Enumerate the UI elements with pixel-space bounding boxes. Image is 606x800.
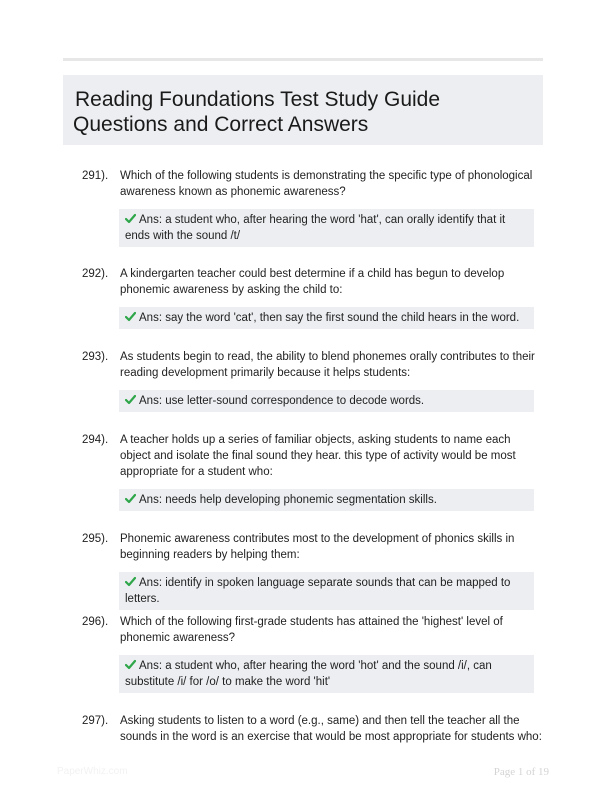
check-icon [125, 311, 136, 322]
answer-box [119, 655, 534, 693]
check-icon [125, 394, 136, 405]
page-number: Page 1 of 19 [493, 766, 549, 778]
check-icon [125, 576, 136, 587]
check-icon [125, 493, 136, 504]
question-text: Which of the following first-grade students has attained the 'highest' level of phonemic awareness? [120, 616, 503, 644]
answer-text: Ans: a student who, after hearing the word 'hat', can orally identify that it ends with the sound /t/ [125, 214, 506, 242]
page-title-line-1: Reading Foundations Test Study Guide [75, 88, 441, 111]
question-number: 296). [82, 616, 109, 628]
answer-box [119, 572, 534, 610]
title-banner [63, 75, 543, 145]
question-number: 294). [82, 434, 109, 446]
answer-text: Ans: a student who, after hearing the word 'hot' and the sound /i/, can substitute /i/ for /o/ to make the word 'hit' [125, 660, 492, 688]
check-icon [125, 659, 136, 670]
answer-box [119, 489, 534, 511]
question-text: A kindergarten teacher could best determine if a child has begun to develop phonemic awareness by asking the child to: [120, 268, 505, 296]
question-number: 293). [82, 351, 109, 363]
top-divider [63, 58, 543, 61]
footer-watermark: PaperWhiz.com [57, 766, 128, 777]
question-text: Asking students to listen to a word (e.g., same) and then tell the teacher all the sounds in the word is an exercise that would be most appropriate for students who: [120, 715, 542, 743]
answer-text: Ans: identify in spoken language separate sounds that can be mapped to letters. [125, 577, 511, 605]
question-text: A teacher holds up a series of familiar objects, asking students to name each object and isolate the final sound they hear. this type of activity would be most appropriate for a student who: [120, 434, 516, 478]
question-text: As students begin to read, the ability to blend phonemes orally contributes to their reading development primarily because it helps students: [120, 351, 535, 379]
answer-box [119, 390, 534, 412]
check-icon [125, 213, 136, 224]
question-text: Which of the following students is demonstrating the specific type of phonological awareness known as phonemic awareness? [120, 170, 533, 198]
answer-text: Ans: use letter-sound correspondence to decode words. [139, 395, 425, 407]
page-title-line-2: Questions and Correct Answers [73, 113, 369, 136]
question-number: 292). [82, 268, 109, 280]
question-number: 297). [82, 715, 109, 727]
answer-text: Ans: say the word 'cat', then say the first sound the child hears in the word. [139, 312, 520, 324]
answer-text: Ans: needs help developing phonemic segmentation skills. [139, 494, 437, 506]
question-number: 295). [82, 533, 109, 545]
question-number: 291). [82, 170, 109, 182]
answer-box [119, 307, 534, 329]
question-text: Phonemic awareness contributes most to the development of phonics skills in beginning readers by helping them: [120, 533, 515, 561]
answer-box [119, 209, 534, 247]
